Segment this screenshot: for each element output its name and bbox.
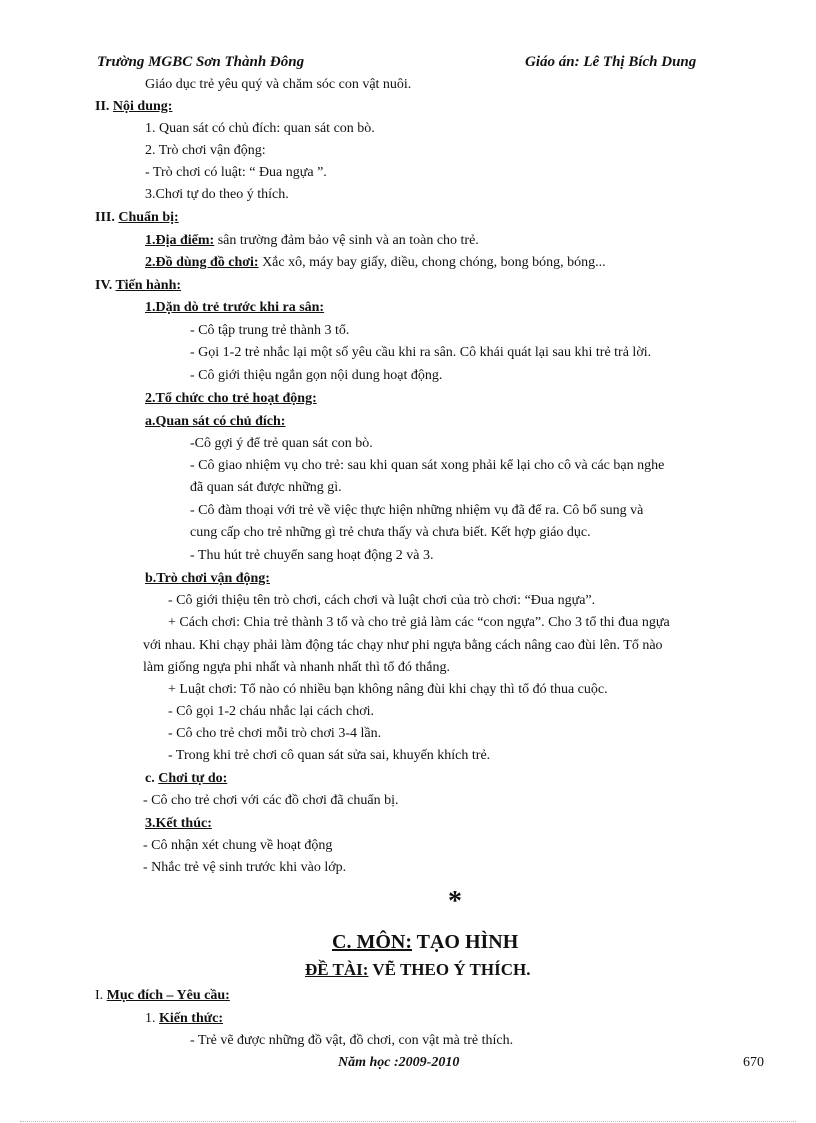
text-line: - Thu hút trẻ chuyển sang hoạt động 2 và 3. [190,548,434,563]
text-line: 3.Chơi tự do theo ý thích. [145,187,289,202]
text-line: - Cô cho trẻ chơi với các đồ chơi đã chuẩn bị. [143,793,399,808]
section-title: Nội dung: [112,99,173,114]
section-title: Mục đích – Yêu cầu: [106,988,230,1003]
label-location: 1.Địa điểm: [145,233,215,248]
text-line: Giáo dục trẻ yêu quý và chăm sóc con vật nuôi. [145,77,412,92]
text-line-location [145,232,479,250]
section-heading-iii [95,209,179,227]
footer-school-year: Năm học :2009-2010 [338,1055,460,1070]
text-line: - Cô đàm thoại với trẻ về việc thực hiện những nhiệm vụ đã để ra. Cô bổ sung và [190,503,644,518]
page-bottom-border [20,1121,796,1122]
subheading: 1.Dặn dò trẻ trước khi ra sân: [145,300,325,315]
text-line: làm giống ngựa phi nhất và nhanh nhất thì tổ đó thắng. [143,660,450,675]
subheading: a.Quan sát có chủ đích: [145,414,286,429]
subheading: 3.Kết thúc: [145,816,212,831]
section-number: I. [95,988,104,1003]
section-number: IV. [95,278,113,293]
text-line: - Cô nhận xét chung về hoạt động [143,838,333,853]
text-line: cung cấp cho trẻ những gì trẻ chưa thấy và chưa biết. Kết hợp giáo dục. [190,525,591,540]
location-text: sân trường đảm bảo vệ sinh và an toàn cho trẻ. [214,233,479,248]
text-line: 1. Quan sát có chủ đích: quan sát con bò. [145,121,375,136]
text-line: + Luật chơi: Tổ nào có nhiều bạn không nâng đùi khi chạy thì tổ đó thua cuộc. [168,682,608,697]
section-c-subject: TẠO HÌNH [411,931,519,953]
item-marker: c. [145,771,155,786]
text-line: - Cô gọi 1-2 cháu nhắc lại cách chơi. [168,704,375,719]
text-line-materials [145,254,606,272]
text-line: - Trẻ vẽ được những đồ vật, đồ chơi, con vật mà trẻ thích. [190,1033,514,1048]
separator-star: * [448,886,462,917]
header-school: Trường MGBC Sơn Thành Đông [97,54,305,70]
subheading-title: Chơi tự do: [158,771,228,786]
text-line: - Cô cho trẻ chơi mỗi trò chơi 3-4 lần. [168,726,382,741]
subheading-knowledge [145,1010,223,1028]
topic-label: ĐỀ TÀI: [305,960,369,979]
text-line: 2. Trò chơi vận động: [145,143,266,158]
text-line: - Cô giới thiệu ngắn gọn nội dung hoạt động. [190,368,443,383]
subheading: b.Trò chơi vận động: [145,571,270,586]
page-number: 670 [743,1055,764,1070]
section-number: III. [95,210,115,225]
text-line: -Cô gợi ý để trẻ quan sát con bò. [190,436,373,451]
section-heading-ii [95,98,172,116]
text-line: - Cô tập trung trẻ thành 3 tổ. [190,323,350,338]
section-number: II. [95,99,110,114]
text-line: - Trong khi trẻ chơi cô quan sát sửa sai, khuyến khích trẻ. [168,748,491,763]
section-heading-iv [95,277,181,295]
subheading: 2.Tổ chức cho trẻ hoạt động: [145,391,317,406]
item-number: 1. [145,1011,156,1026]
text-line: - Gọi 1-2 trẻ nhắc lại một số yêu cầu khi ra sân. Cô khái quát lại sau khi trẻ trả lời. [190,345,652,360]
section-heading-i [95,987,230,1005]
materials-text: Xắc xô, máy bay giấy, diều, chong chóng, bong bóng, bóng... [258,255,606,270]
text-line: - Cô giao nhiệm vụ cho trẻ: sau khi quan sát xong phải kể lại cho cô và các bạn nghe [190,458,665,473]
text-line: với nhau. Khi chạy phải làm động tác chạy như phi ngựa bằng cách nâng cao đùi lên. Tổ nào [143,638,663,653]
section-title: Chuẩn bị: [118,210,179,225]
text-line: - Trò chơi có luật: “ Đua ngựa ”. [145,165,327,180]
section-c-label: C. MÔN: [332,931,412,953]
text-line: + Cách chơi: Chia trẻ thành 3 tổ và cho trẻ giả làm các “con ngựa”. Cho 3 tổ thi đua ngựa [168,615,670,630]
text-line: - Nhắc trẻ vệ sinh trước khi vào lớp. [143,860,347,875]
text-line: đã quan sát được những gì. [190,480,342,495]
header-author: Giáo án: Lê Thị Bích Dung [525,54,697,70]
section-title: Tiến hành: [115,278,182,293]
section-c-title [332,930,518,954]
topic-text: VẼ THEO Ý THÍCH. [368,960,531,979]
subheading-title: Kiến thức: [159,1011,224,1026]
text-line: - Cô giới thiệu tên trò chơi, cách chơi và luật chơi của trò chơi: “Đua ngựa”. [168,593,596,608]
label-materials: 2.Đồ dùng đồ chơi: [145,255,259,270]
subheading-free-play [145,770,227,788]
topic-title [305,959,530,981]
